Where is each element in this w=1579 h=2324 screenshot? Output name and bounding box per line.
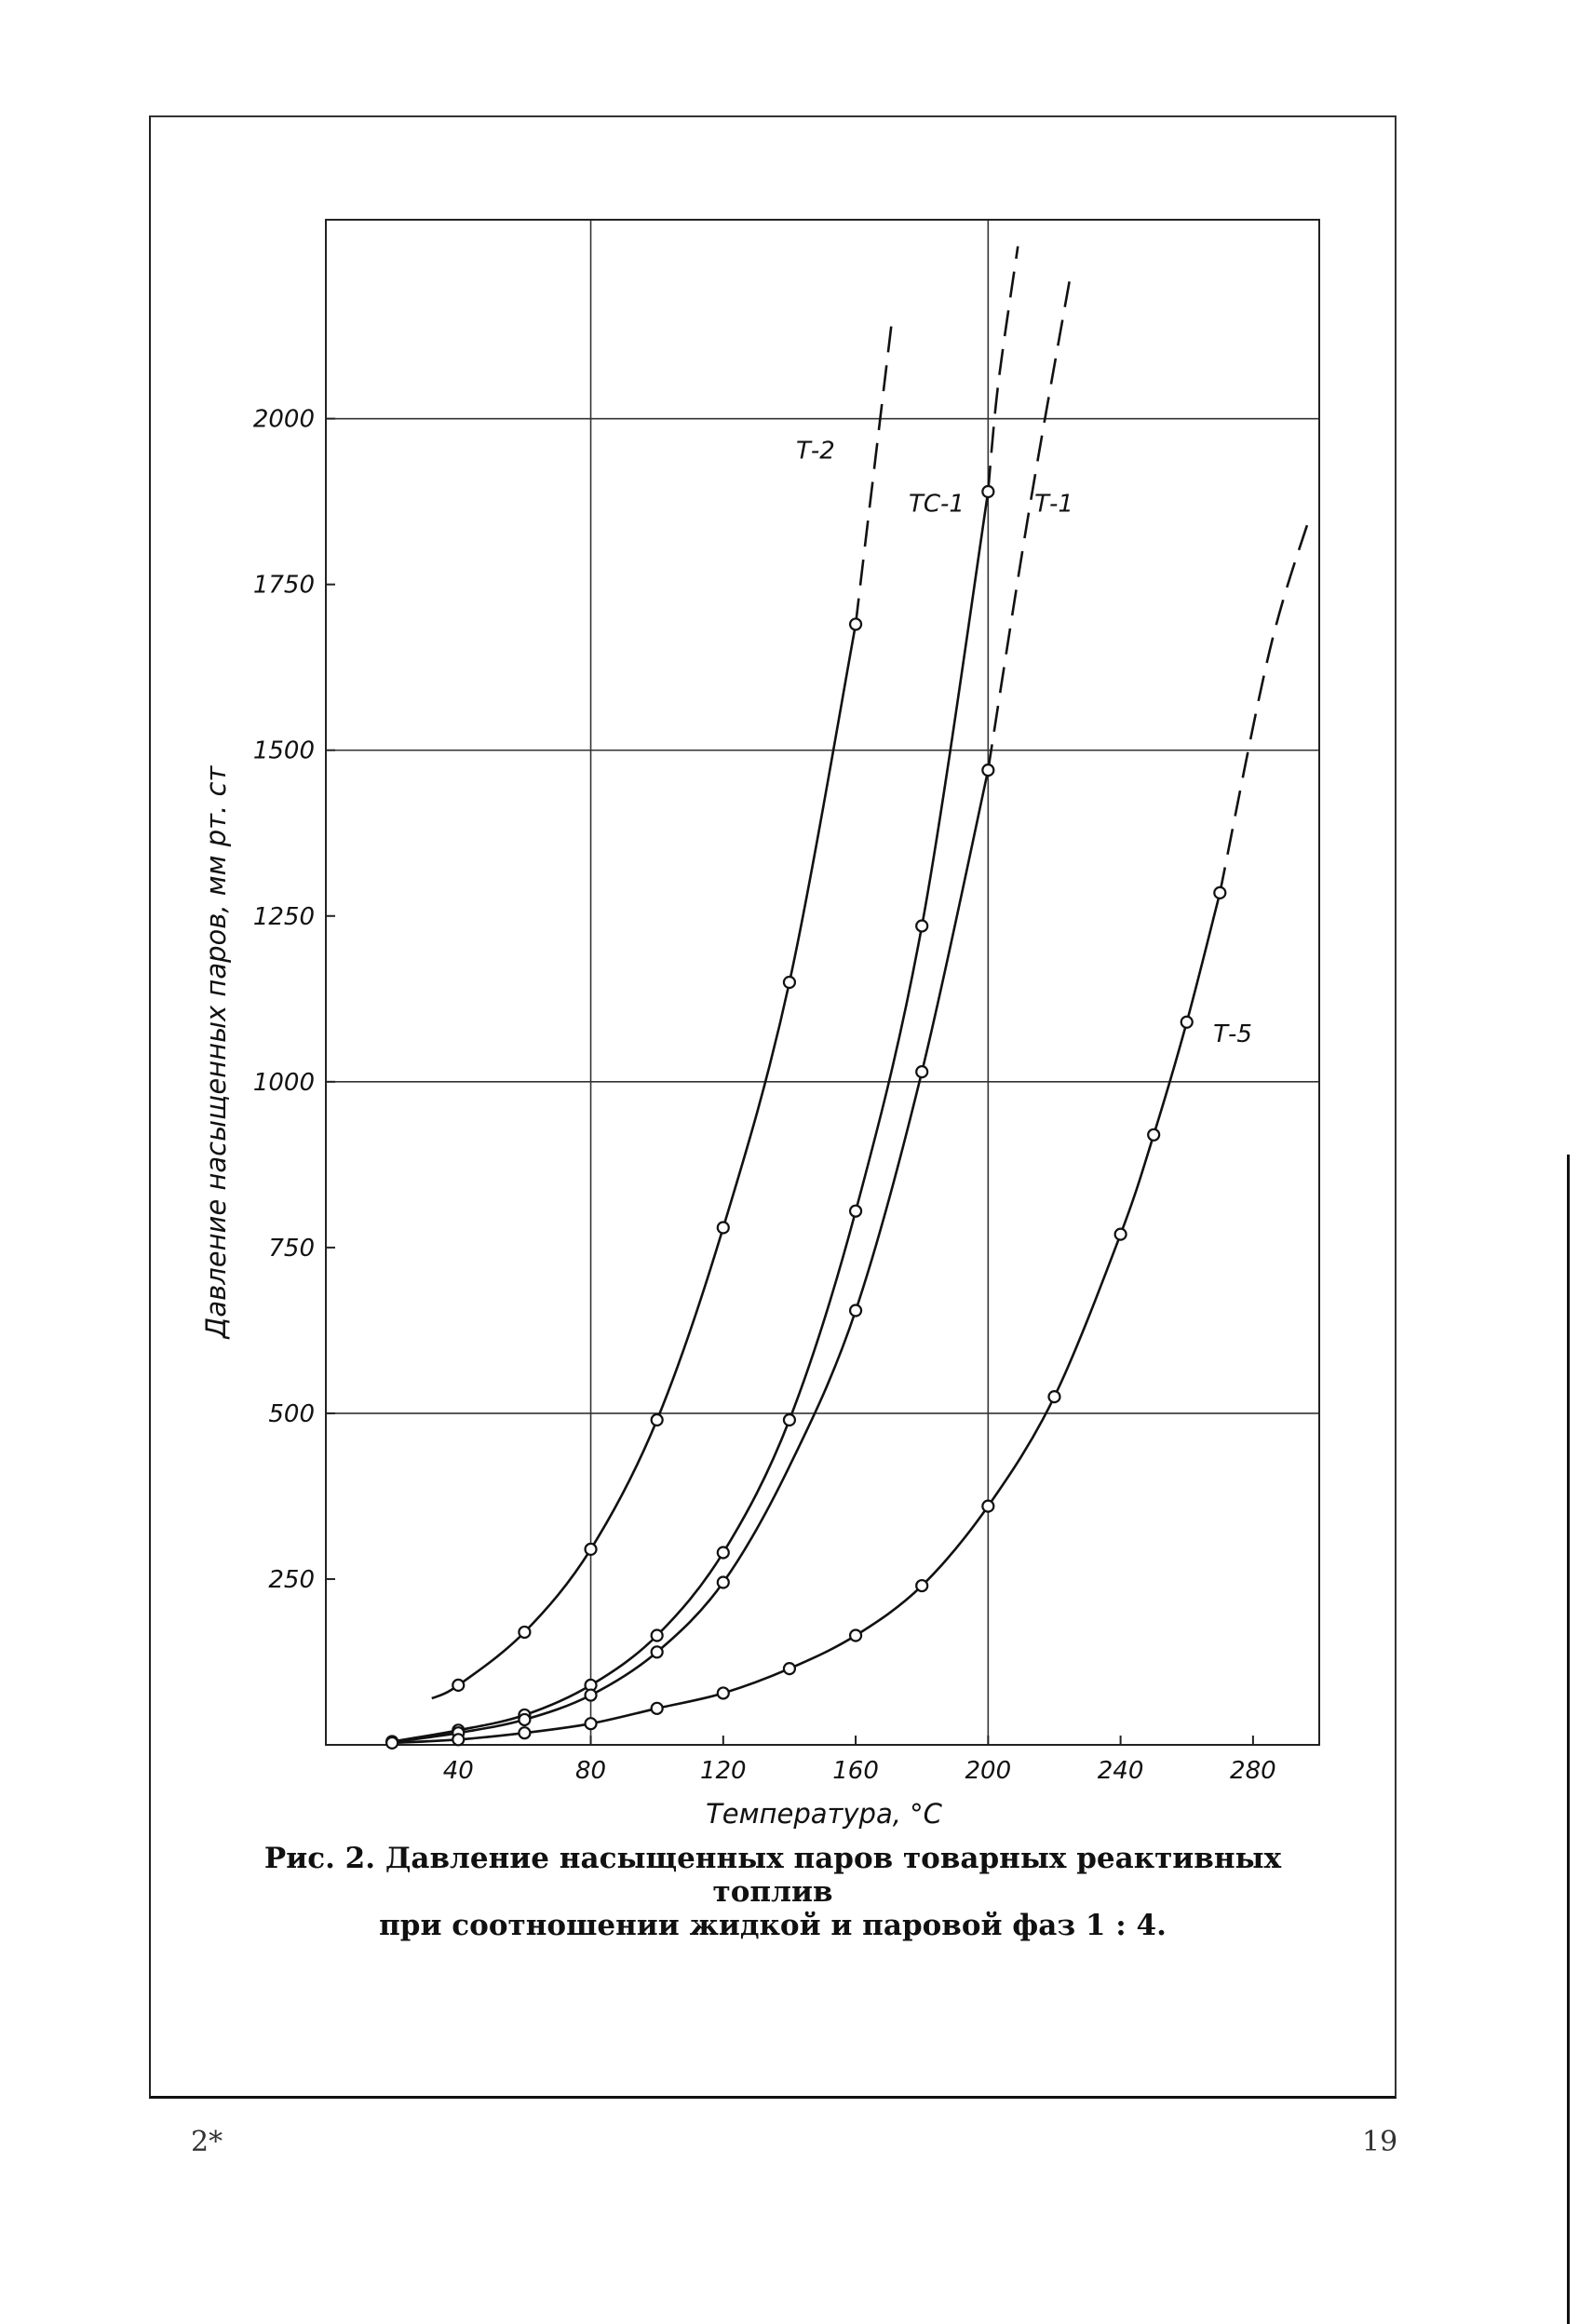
- data-point-т5-5: [718, 1687, 729, 1698]
- data-point-т5-0: [386, 1737, 398, 1749]
- x-tick-label-240: 240: [1097, 1757, 1144, 1785]
- x-tick-label-80: 80: [574, 1757, 607, 1785]
- curve-label-тс1: ТС-1: [908, 490, 965, 519]
- series-curves: [392, 247, 1309, 1743]
- y-axis-label: Давление насыщенных паров, мм рт. ст: [200, 765, 232, 1339]
- data-point-т1-1: [519, 1714, 530, 1725]
- data-point-т1-7: [982, 764, 993, 776]
- data-point-т5-3: [586, 1718, 597, 1729]
- data-point-т5-10: [1048, 1391, 1059, 1402]
- y-tick-label-750: 750: [268, 1234, 315, 1263]
- y-tick-label-500: 500: [268, 1399, 315, 1428]
- data-point-тс1-8: [916, 920, 927, 931]
- data-point-т5-14: [1214, 887, 1225, 899]
- data-point-т5-9: [982, 1501, 993, 1512]
- data-point-т5-12: [1148, 1129, 1159, 1141]
- data-point-т1-2: [586, 1690, 597, 1701]
- tick-labels: [253, 406, 1276, 1785]
- data-point-т1-4: [718, 1577, 729, 1588]
- data-point-т5-4: [652, 1703, 663, 1714]
- series-extrapolation-т1: [988, 273, 1071, 770]
- curve-label-т2: Т-2: [796, 437, 835, 466]
- data-point-тс1-6: [784, 1414, 795, 1425]
- x-axis-label: Температура, °C: [706, 1798, 942, 1830]
- data-point-т1-6: [916, 1066, 927, 1077]
- data-point-т5-8: [916, 1580, 927, 1591]
- caption-line-1: Рис. 2. Давление насыщенных паров товарных реактивных топлив: [263, 1842, 1282, 1909]
- data-point-т5-13: [1181, 1017, 1193, 1028]
- series-line-т1: [392, 770, 988, 1742]
- data-point-т1-3: [652, 1646, 663, 1657]
- x-tick-label-160: 160: [832, 1757, 879, 1785]
- data-point-т2-4: [718, 1223, 729, 1234]
- x-tick-label-280: 280: [1230, 1757, 1276, 1785]
- data-point-т5-11: [1115, 1229, 1127, 1240]
- data-point-тс1-5: [718, 1547, 729, 1558]
- signature-marker: 2*: [191, 2126, 223, 2158]
- data-point-т2-2: [586, 1544, 597, 1555]
- data-markers: [386, 486, 1225, 1749]
- curve-label-т1: Т-1: [1034, 490, 1073, 519]
- data-point-тс1-4: [652, 1629, 663, 1641]
- data-point-тс1-9: [982, 486, 993, 497]
- data-point-т2-0: [452, 1680, 464, 1691]
- y-tick-label-250: 250: [268, 1565, 315, 1594]
- page-number: 19: [1362, 2126, 1398, 2158]
- x-tick-label-200: 200: [965, 1757, 1012, 1785]
- y-tick-label-1500: 1500: [252, 736, 315, 765]
- y-tick-label-1750: 1750: [252, 571, 315, 600]
- series-extrapolation-т2: [856, 319, 892, 625]
- data-point-т2-6: [850, 618, 861, 629]
- figure-caption: [205, 1842, 1341, 1942]
- data-point-т2-3: [652, 1414, 663, 1425]
- data-point-тс1-7: [850, 1206, 861, 1217]
- caption-line-2: при соотношении жидкой и паровой фаз 1 : 4.: [379, 1909, 1167, 1942]
- series-extrapolation-тс1: [988, 247, 1018, 493]
- data-point-т5-2: [519, 1727, 530, 1738]
- series-line-т2: [432, 624, 856, 1698]
- data-point-т1-5: [850, 1305, 861, 1317]
- series-extrapolation-т5: [1220, 519, 1309, 893]
- y-tick-label-2000: 2000: [252, 405, 315, 434]
- series-line-тс1: [392, 492, 988, 1741]
- data-point-т2-5: [784, 977, 795, 988]
- data-point-т5-7: [850, 1629, 861, 1641]
- series-line-т5: [392, 893, 1220, 1743]
- curve-labels: [796, 437, 1252, 1048]
- x-tick-label-120: 120: [699, 1757, 747, 1785]
- data-point-т5-6: [784, 1663, 795, 1674]
- data-point-т5-1: [452, 1734, 464, 1745]
- x-tick-label-40: 40: [442, 1757, 474, 1785]
- y-tick-label-1000: 1000: [252, 1068, 315, 1097]
- data-point-т2-1: [519, 1627, 530, 1638]
- curve-label-т5: Т-5: [1213, 1020, 1252, 1049]
- y-tick-label-1250: 1250: [252, 902, 315, 931]
